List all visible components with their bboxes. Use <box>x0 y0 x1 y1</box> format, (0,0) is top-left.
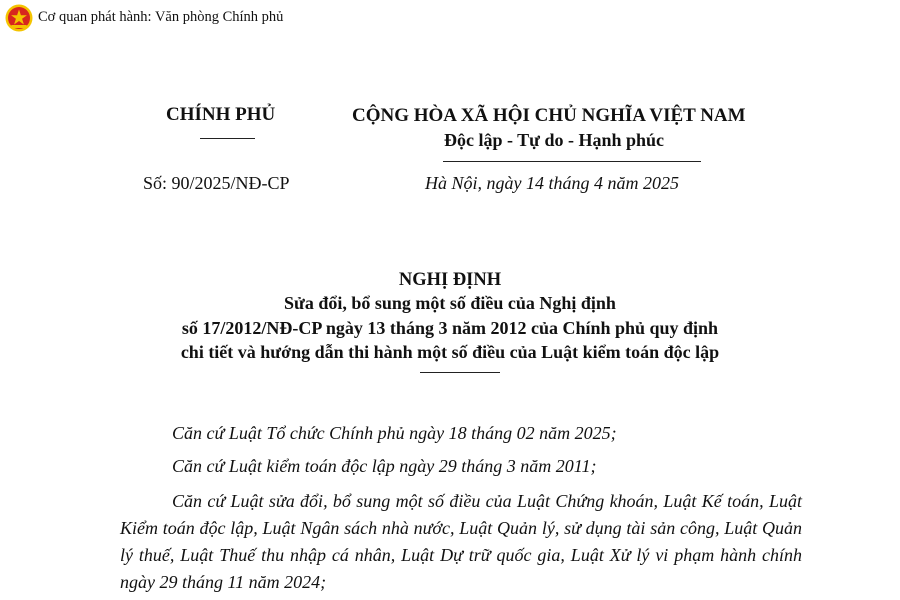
decree-title-line: chi tiết và hướng dẫn thi hành một số điều của Luật kiểm toán độc lập <box>180 342 720 362</box>
agency-name: CHÍNH PHỦ <box>166 104 276 125</box>
title-underline <box>420 372 500 373</box>
decree-title-line: Sửa đổi, bổ sung một số điều của Nghị định <box>284 293 616 313</box>
motto-underline <box>443 161 701 162</box>
agency-underline <box>200 138 255 139</box>
place-date: Hà Nội, ngày 14 tháng 4 năm 2025 <box>425 173 679 193</box>
preamble-paragraph: Căn cứ Luật Tổ chức Chính phủ ngày 18 tháng 02 năm 2025; <box>172 423 617 443</box>
decree-title-line: số 17/2012/NĐ-CP ngày 13 tháng 3 năm 2012 của Chính phủ quy định <box>181 318 719 338</box>
issuer-bar <box>0 0 900 38</box>
preamble-paragraph: Căn cứ Luật sửa đổi, bổ sung một số điều của Luật Chứng khoán, Luật Kế toán, Luật Kiểm toán độc lập, Luật Ngân sách nhà nước, Luật Quản lý, sử dụng tài sản công, Luật Quản lý thuế, Luật Thuế thu nhập cá nhân, Luật Dự trữ quốc gia, Luật Xử lý vi phạm hành chính ngày 29 tháng 11 năm 2024; <box>120 491 802 592</box>
decree-type: NGHỊ ĐỊNH <box>398 270 502 290</box>
preamble-paragraph: Căn cứ Luật kiểm toán độc lập ngày 29 tháng 3 năm 2011; <box>172 456 597 476</box>
issuer-text: Cơ quan phát hành: Văn phòng Chính phủ <box>38 9 284 25</box>
document-number: Số: 90/2025/NĐ-CP <box>143 173 290 193</box>
national-motto: Độc lập - Tự do - Hạnh phúc <box>444 130 665 150</box>
country-name: CỘNG HÒA XÃ HỘI CHỦ NGHĨA VIỆT NAM <box>352 105 746 126</box>
national-emblem-icon <box>5 4 33 32</box>
